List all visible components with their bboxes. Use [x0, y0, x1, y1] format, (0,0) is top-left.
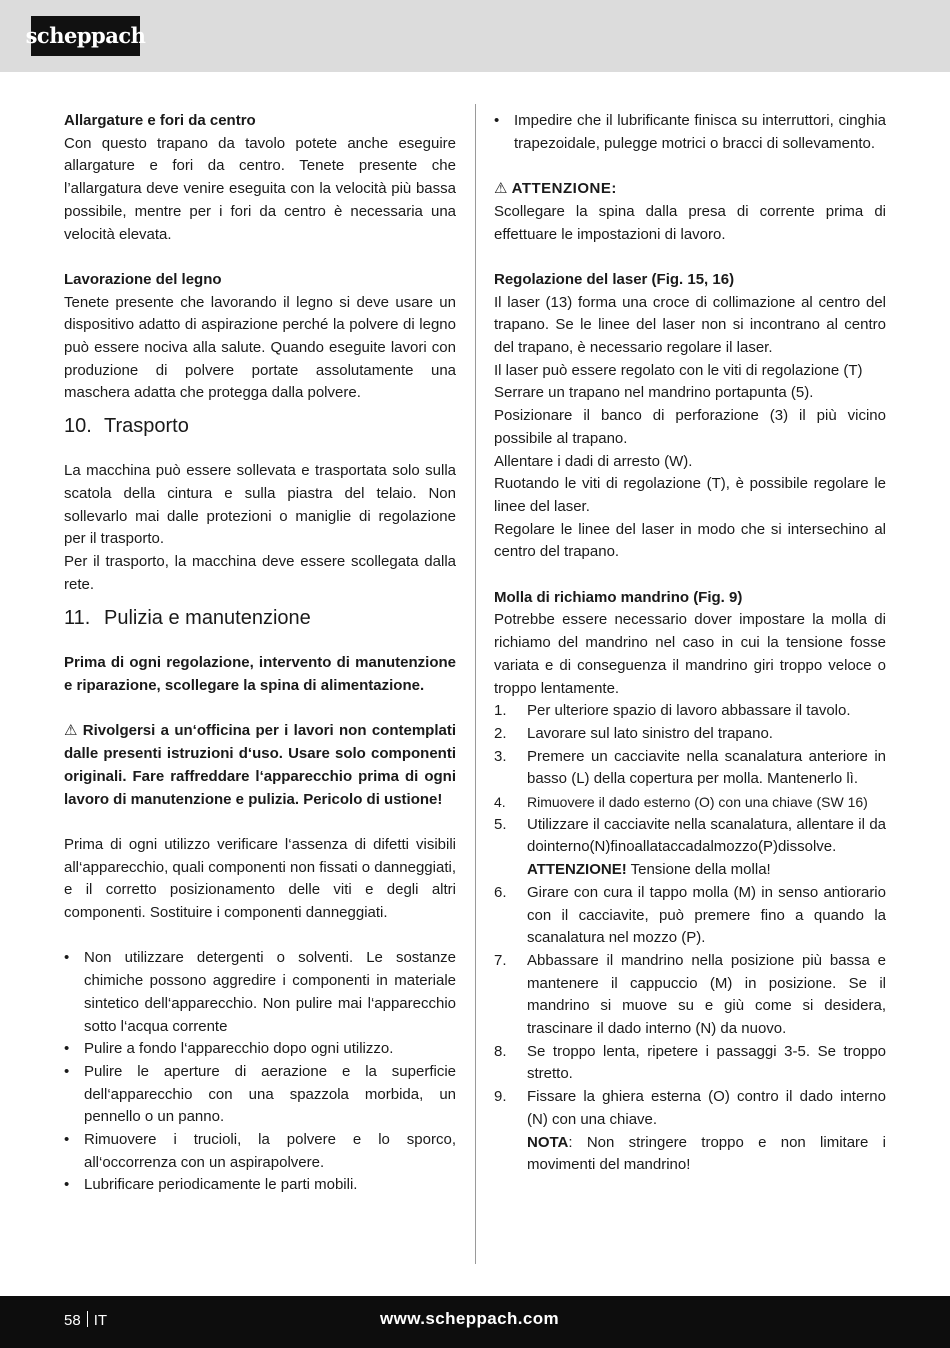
right-column: [494, 110, 886, 1177]
paragraph-spring: Potrebbe essere necessario dover impostare la molla di richiamo del mandrino nel caso in cui la tensione fosse variata e di conseguenza il mandrino giri troppo veloce o troppo lentamente.: [494, 611, 886, 697]
list-item: • Pulire le aperture di aerazione e la superficie dell‘apparecchio con una spazzola morbida, un pennello o un panno.: [64, 1061, 456, 1129]
left-column: [64, 110, 456, 1197]
list-item: • Rimuovere i trucioli, la polvere e lo sporco, all‘occorrenza con un aspirapolvere.: [64, 1129, 456, 1174]
step-item: 6. Girare con cura il tappo molla (M) in senso antiorario con il cacciavite, può premere fino a quando la scanalatura nel mozzo (P).: [494, 883, 886, 947]
section-title-spring: Molla di richiamo mandrino (Fig. 9): [494, 588, 743, 606]
step-item: 7. Abbassare il mandrino nella posizione più bassa e mantenere il cappuccio (M) in posizione. Se il mandrino si muove su e giù come si desidera, trascinare il dado interno (N) da nuovo.: [494, 951, 886, 1038]
laser-line: Regolare le linee del laser in modo che si intersechino al centro del trapano.: [494, 520, 886, 561]
laser-line: Ruotando le viti di regolazione (T), è possibile regolare le linee del laser.: [494, 475, 886, 515]
warning-icon: ⚠: [64, 722, 78, 740]
laser-line: Posizionare il banco di perforazione (3) il più vicino possibile al trapano.: [494, 407, 886, 447]
laser-line: Serrare un trapano nel mandrino portapunta (5).: [494, 384, 814, 402]
section-title-laser: Regolazione del laser (Fig. 15, 16): [494, 270, 735, 288]
step-note-label: NOTA: [527, 1133, 569, 1151]
attention-title: ⚠ ATTENZIONE:: [494, 178, 886, 201]
list-item: • Non utilizzare detergenti o solventi. Le sostanze chimiche possono aggredire i componenti in materiale sintetico dell‘apparecchio. Non pulire mai l‘apparecchio sotto l‘acqua corrente: [64, 947, 456, 1038]
cleaning-bullet-list: [64, 947, 456, 1197]
section-title-widening: Allargature e fori da centro: [64, 112, 256, 129]
paragraph-inspection: Prima di ogni utilizzo verificare l‘assenza di difetti visibili all‘apparecchio, quali componenti non fissati o danneggiati, e il corretto posizionamento delle viti e degli altri componenti. Sostituire i componenti danneggiati.: [64, 835, 456, 922]
scheppach-logo: scheppach: [31, 16, 140, 56]
step-item: 4. Rimuovere il dado esterno (O) con una chiave (SW 16): [494, 794, 868, 811]
paragraph-transport-1: La macchina può essere sollevata e trasportata solo sulla scatola della cintura e sulla piastra del telaio. Non sollevarlo mai dalle protezioni o maniglie di regolazione per il trasporto.: [64, 462, 456, 548]
step-item: 1. Per ulteriore spazio di lavoro abbassare il tavolo.: [494, 702, 851, 720]
list-item: • Pulire a fondo l‘apparecchio dopo ogni utilizzo.: [64, 1038, 456, 1061]
paragraph-transport-2: Per il trasporto, la macchina deve essere scollegata dalla rete.: [64, 552, 456, 593]
header-bar: [0, 0, 950, 72]
laser-line: Il laser (13) forma una croce di collimazione al centro del trapano. Se le linee del laser non si incontrano al centro del trapano, è necessario regolare il laser.: [494, 293, 886, 356]
list-item: • Lubrificare periodicamente le parti mobili.: [64, 1174, 456, 1197]
spring-steps-list: [494, 700, 886, 1177]
step-item: 9. Fissare la ghiera esterna (O) contro il dado interno (N) con una chiave. NOTA: Non stringere troppo e non limitare i movimenti del mandrino!: [494, 1088, 886, 1174]
paragraph-widening: Con questo trapano da tavolo potete anche eseguire allargature e fori da centro. Tenete presente che l’allargatura deve venire eseguita con la velocità più bassa possibile, mentre per i fori da centro è necessaria una velocità elevata.: [64, 134, 456, 243]
step-item: 2. Lavorare sul lato sinistro del trapano.: [494, 724, 773, 742]
lubricant-bullet-list: [494, 110, 886, 155]
website-link[interactable]: www.scheppach.com: [380, 1309, 560, 1328]
step-note-label: ATTENZIONE!: [527, 861, 627, 879]
attention-text: Scollegare la spina dalla presa di corrente prima di effettuare le impostazioni di lavoro.: [494, 202, 886, 243]
laser-line: Allentare i dadi di arresto (W).: [494, 452, 693, 470]
heading-transport: 10. Trasporto: [64, 415, 189, 438]
column-divider: [475, 104, 476, 1264]
heading-maintenance: 11. Pulizia e manutenzione: [64, 607, 311, 630]
warning-icon: ⚠: [494, 180, 508, 198]
paragraph-workshop-warning: ⚠ Rivolgersi a un‘officina per i lavori non contemplati dalle presenti istruzioni d‘uso. Usare solo componenti originali. Fare raffreddare l‘apparecchio prima di ogni lavoro di manutenzione e pulizia. Pericolo di ustione!: [64, 722, 457, 808]
paragraph-maintenance-warning: Prima di ogni regolazione, intervento di manutenzione e riparazione, scollegare la spina di alimentazione.: [64, 654, 456, 695]
paragraph-wood: Tenete presente che lavorando il legno si deve usare un dispositivo adatto di aspirazione perché la polvere di legno può essere nociva alla salute. Quando eseguite lavori con produzione di polvere portate assolutamente una maschera adatta che protegga dalla polvere.: [64, 293, 456, 402]
footer-separator: [87, 1311, 88, 1327]
step-item: 3. Premere un cacciavite nella scanalatura anteriore in basso (L) della copertura per molla. Mantenerlo lì.: [494, 747, 886, 788]
step-item: 5. Utilizzare il cacciavite nella scanalatura, allentare il dadointerno(N)finoallataccadalmozzo(P)dissolve. ATTENZIONE! Tensione della molla!: [494, 815, 886, 879]
laser-line: Il laser può essere regolato con le viti di regolazione (T): [494, 361, 863, 379]
step-item: 8. Se troppo lenta, ripetere i passaggi 3-5. Se troppo stretto.: [494, 1042, 886, 1083]
page-number: 58 IT: [64, 1312, 108, 1329]
list-item: • Impedire che il lubrificante finisca su interruttori, cinghia trapezoidale, pulegge motrici o bracci di sollevamento.: [494, 110, 886, 155]
section-title-wood: Lavorazione del legno: [64, 270, 222, 288]
language-code: IT: [93, 1312, 108, 1329]
footer-bar: [0, 1296, 950, 1348]
